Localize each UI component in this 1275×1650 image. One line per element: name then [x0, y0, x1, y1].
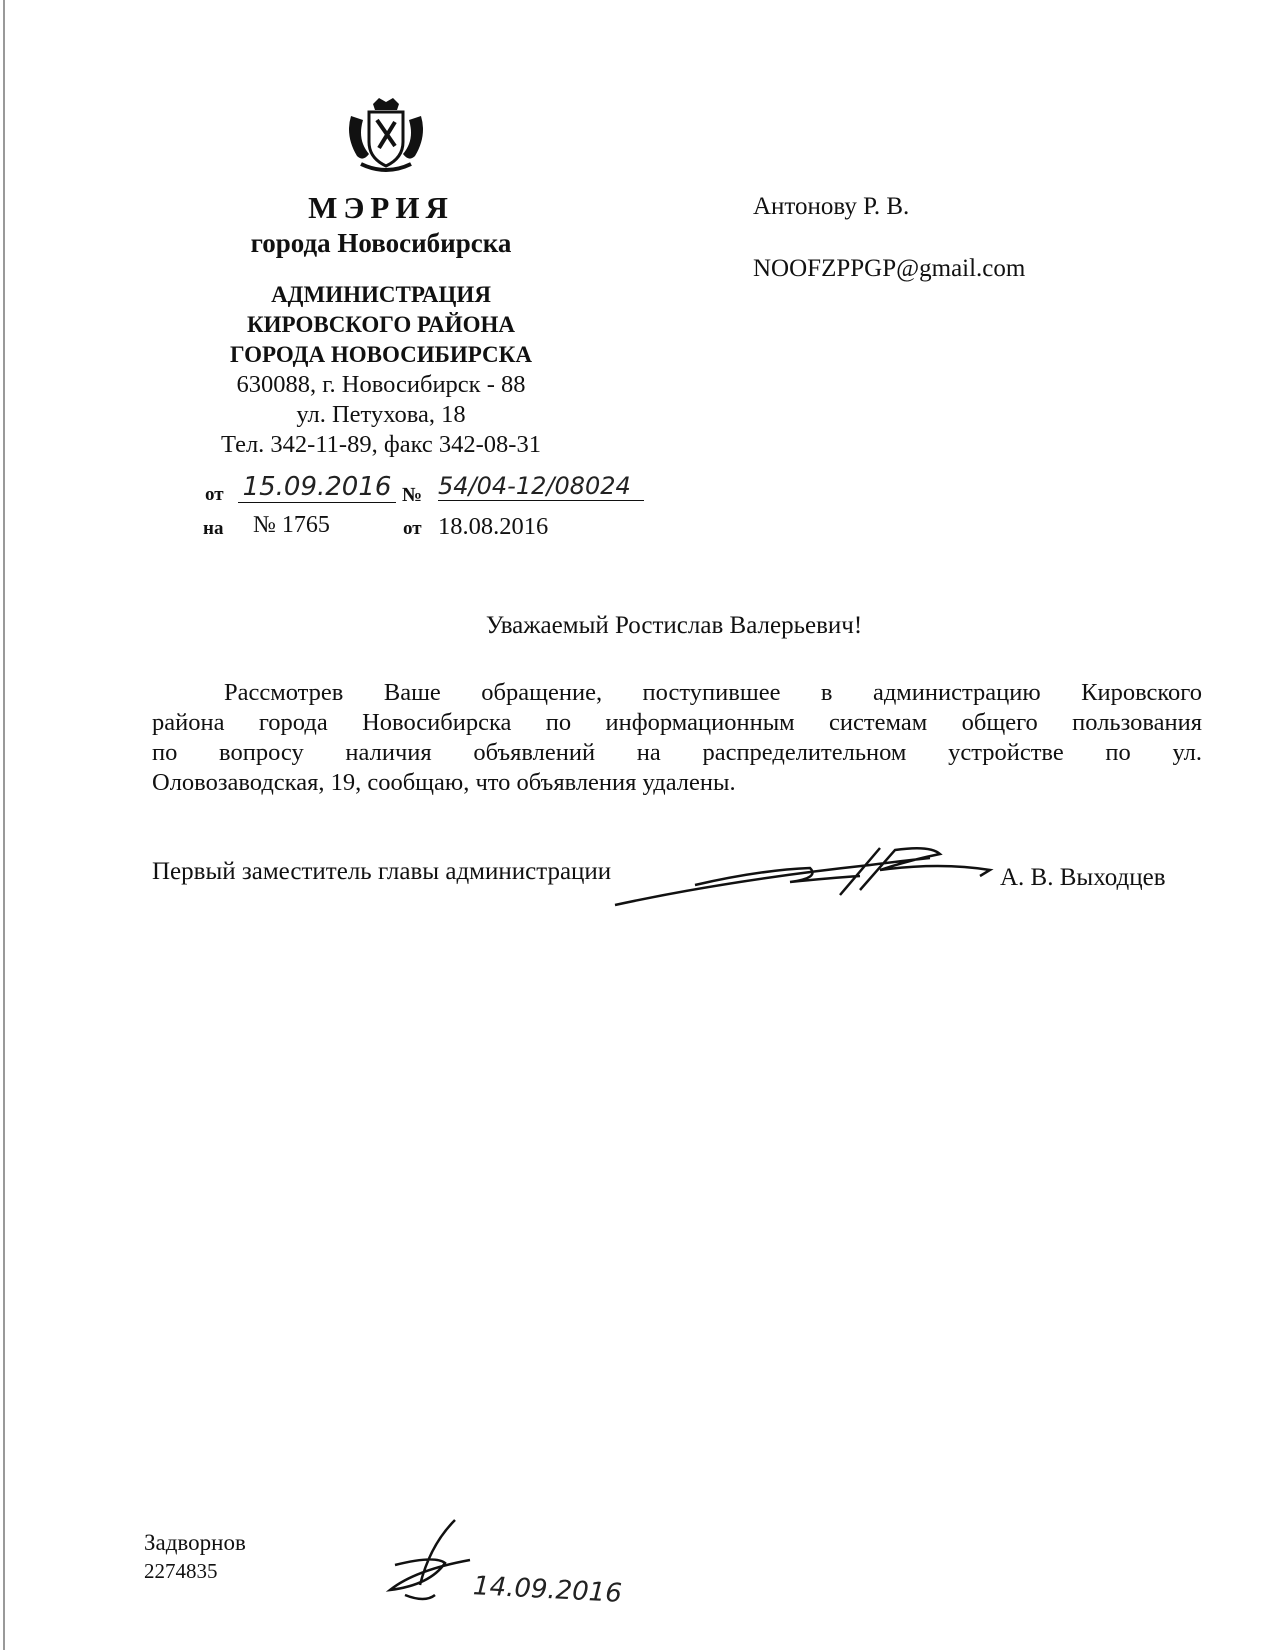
no-label: №: [402, 484, 423, 506]
outgoing-date: 15.09.2016: [238, 472, 396, 503]
addressee-email: NOOFZPPGP@gmail.com: [753, 255, 1026, 282]
admin-line: ГОРОДА НОВОСИБИРСКА: [230, 342, 532, 367]
in-ot-label: от: [403, 518, 422, 539]
executor-name: Задворнов: [144, 1530, 246, 1555]
addressee-name: Антонову Р. В.: [753, 193, 910, 220]
signatory-name: А. В. Выходцев: [1000, 864, 1166, 891]
signatory-position: Первый заместитель главы администрации: [152, 858, 612, 885]
letterhead-admin: [170, 280, 592, 370]
body-line: по вопросу наличия объявлений на распределительном устройстве по ул.: [152, 739, 1202, 766]
coat-of-arms-emblem: [343, 96, 429, 174]
address-line: Тел. 342-11-89, факс 342-08-31: [221, 431, 541, 458]
executor-initials-mark: [375, 1515, 485, 1605]
handwritten-signature: [610, 840, 1000, 910]
salutation: Уважаемый Ростислав Валерьевич!: [485, 612, 863, 639]
scan-edge: [3, 0, 5, 1650]
handwritten-date: 14.09.2016: [472, 1571, 623, 1609]
executor-phone: 2274835: [144, 1559, 218, 1583]
letter-body: [152, 678, 1202, 798]
admin-line: КИРОВСКОГО РАЙОНА: [246, 312, 515, 337]
letterhead-title: МЭРИЯ: [308, 190, 454, 225]
body-line: Рассмотрев Ваше обращение, поступившее в администрацию Кировского: [224, 679, 1202, 706]
address-line: 630088, г. Новосибирск - 88: [236, 371, 526, 398]
admin-line: АДМИНИСТРАЦИЯ: [271, 282, 491, 307]
incoming-number: № 1765: [253, 512, 330, 538]
body-line: района города Новосибирска по информационным системам общего пользования: [152, 709, 1202, 736]
outgoing-number: 54/04-12/08024: [438, 472, 644, 501]
letterhead-city: города Новосибирска: [250, 228, 512, 258]
letterhead-address: [170, 370, 592, 460]
address-line: ул. Петухова, 18: [296, 401, 466, 428]
body-line: Оловозаводская, 19, сообщаю, что объявления удалены.: [152, 769, 736, 796]
na-label: на: [203, 518, 224, 539]
ot-label: от: [205, 484, 224, 505]
incoming-date: 18.08.2016: [438, 513, 549, 540]
